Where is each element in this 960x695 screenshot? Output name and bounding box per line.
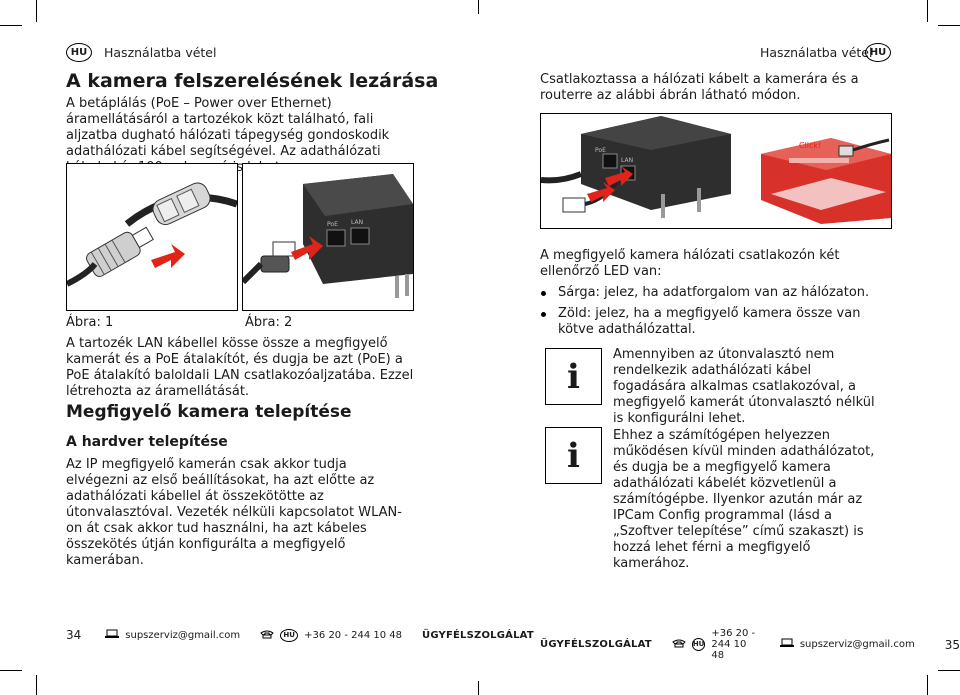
crop-mark	[927, 0, 928, 22]
laptop-icon	[780, 638, 794, 651]
support-email[interactable]: supszerviz@gmail.com	[125, 629, 241, 641]
phone-icon	[260, 629, 274, 642]
language-badge: HU	[280, 629, 298, 642]
language-badge: HU	[865, 43, 891, 62]
language-badge: HU	[692, 638, 706, 651]
bullet-text: Sárga: jelez, ha adatforgalom van az hálózaton.	[558, 285, 870, 300]
crop-mark	[36, 675, 37, 695]
footer-right	[540, 628, 960, 661]
crop-mark	[927, 675, 928, 695]
note-paragraph: Ehhez a számítógépen helyezzen működésen kívül minden adathálózatot, és dugja be a megfigyelő kamera adathálózati kábelét közvetlenül a számítógépbe. Ilyenkor azután már az IPCam Config programmal (lásd a „Szoftver telepítése” című szakaszt) is hozzá lehet férni a megfigyelő kamerához.	[613, 428, 875, 571]
info-box	[545, 427, 602, 484]
body-paragraph: Az IP megfigyelő kamerán csak akkor tudja elvégezni az első beállításokat, ha azt előtte az adathálózati kábellel át összekötötte az útonvalasztóval. Vezeték nélküli kapcsolatot WLAN-on át csak akkor tud használni, ha azt kábeles összekötés útján konfigurálta a megfigyelő kamerában.	[66, 457, 402, 568]
crop-mark	[478, 0, 479, 14]
intro-paragraph: A betáplálás (PoE – Power over Ethernet) áramellátásáról a tartozékok közt található, fali aljzatba dugható hálózati tápegység gondoskodik adathálózati kábel segítségével. Az adathálózati	[66, 96, 390, 159]
intro-paragraph: Csatlakoztassa a hálózati kábelt a kamerára és a routerre az alábbi ábrán látható módon.	[540, 72, 859, 103]
figure-caption-1: Ábra: 1	[66, 315, 114, 330]
info-icon: i	[567, 356, 580, 397]
footer-left	[66, 628, 534, 642]
info-icon: i	[567, 435, 580, 476]
list-item	[540, 306, 890, 338]
crop-mark	[478, 681, 479, 695]
poe-adapter-illustration	[243, 164, 413, 310]
led-intro-paragraph: A megfigyelő kamera hálózati csatlakozón két ellenőrző LED van:	[540, 248, 840, 279]
lan-port-label: LAN	[351, 219, 364, 226]
support-phone[interactable]: +36 20 - 244 10 48	[304, 629, 403, 641]
lan-port-label: LAN	[621, 157, 634, 164]
section-heading: Megfigyelő kamera telepítése	[66, 402, 352, 422]
figure-caption-2: Ábra: 2	[245, 315, 293, 330]
phone-icon	[672, 638, 686, 651]
running-header: Használatba vétel	[104, 45, 217, 60]
bullet-icon	[541, 312, 546, 317]
running-header: Használatba vétel	[760, 45, 873, 60]
laptop-icon	[105, 629, 119, 642]
support-phone[interactable]: +36 20 - 244 10 48	[711, 628, 756, 661]
camera-cable-illustration	[67, 164, 237, 310]
figure-connection-poe	[66, 163, 238, 311]
led-list	[540, 285, 890, 343]
figure-poe-adapter	[242, 163, 414, 311]
crop-mark	[938, 25, 960, 26]
language-badge: HU	[66, 43, 92, 62]
list-item	[540, 285, 890, 301]
page-number: 35	[944, 637, 960, 652]
customer-service-label: ÜGYFÉLSZOLGÁLAT	[422, 629, 534, 641]
click-label: Click!	[799, 141, 822, 150]
subsection-heading: A hardver telepítése	[66, 434, 228, 450]
crop-mark	[36, 0, 37, 22]
crop-mark	[938, 670, 960, 671]
note-paragraph: Amennyiben az útonvalasztó nem rendelkezik adathálózati kábel fogadására alkalmas csatlakozóval, a megfigyelő kamerát útonvalasztó nélkül is konfigurálni lehet.	[613, 347, 875, 426]
crop-mark	[0, 25, 22, 26]
poe-port-label: PoE	[327, 221, 338, 228]
bullet-icon	[541, 291, 546, 296]
page-title: A kamera felszerelésének lezárása	[66, 70, 439, 92]
crop-mark	[0, 670, 22, 671]
page-number: 34	[66, 628, 82, 642]
poe-port-label: PoE	[595, 147, 606, 154]
router-connection-illustration	[541, 114, 891, 228]
customer-service-label: ÜGYFÉLSZOLGÁLAT	[540, 639, 652, 650]
support-email[interactable]: supszerviz@gmail.com	[799, 639, 915, 650]
figure-router-connection	[540, 113, 892, 229]
instruction-paragraph: A tartozék LAN kábellel kösse össze a megfigyelő kamerát és a PoE átalakítót, és dugja be azt (PoE) a PoE átalakító baloldali LAN csatlakozóaljzatába. Ezzel létrehozta az áramellátását.	[66, 336, 414, 399]
bullet-text: Zöld: jelez, ha a megfigyelő kamera össze van kötve adathálózattal.	[558, 306, 861, 337]
info-box	[545, 348, 602, 405]
